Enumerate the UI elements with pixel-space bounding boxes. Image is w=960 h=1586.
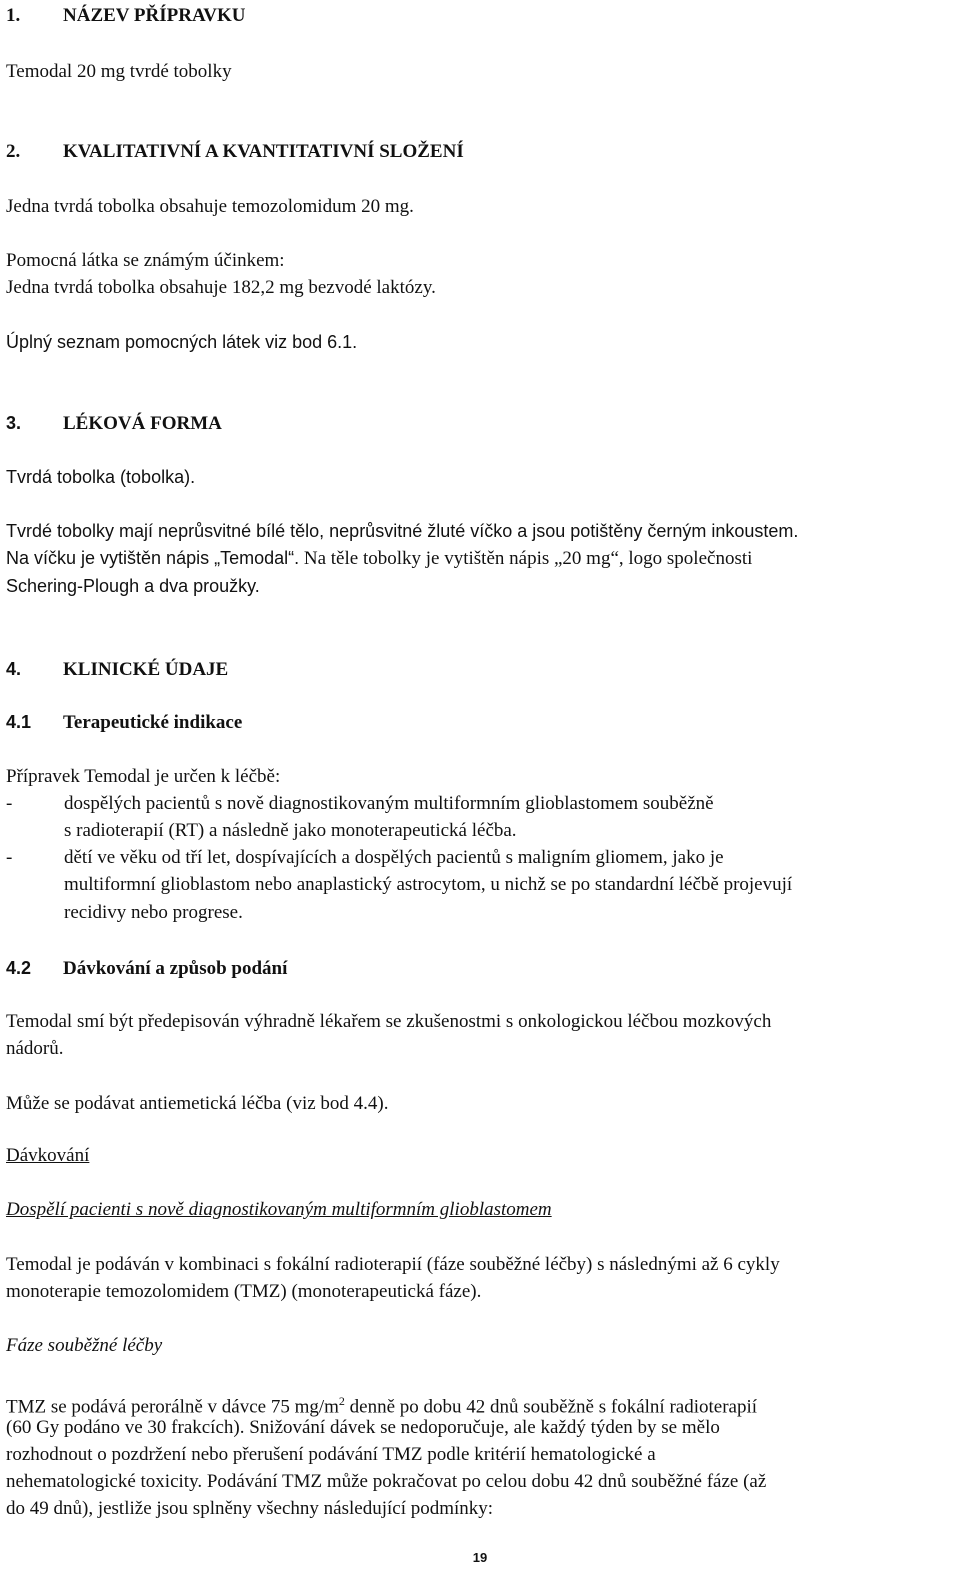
antiemetic-text: Může se podávat antiemetická léčba (viz bod 4.4). xyxy=(6,1093,389,1114)
bullet-dash: - xyxy=(6,793,13,814)
tmz-line1: TMZ se podává perorálně v dávce 75 $mg/m^2$ denně po dobu 42 dnů souběžně s fokální radioterapií xyxy=(6,1394,758,1418)
combo-line2: monoterapie temozolomidem (TMZ) (monoterapeutická fáze). xyxy=(6,1281,482,1302)
dosage-heading: Dávkování xyxy=(6,1145,90,1166)
form-desc-line1: Tvrdé tobolky mají neprůsvitné bílé tělo, neprůsvitné žluté víčko a jsou potištěny černým inkoustem. xyxy=(6,521,799,541)
prescribe-line1: Temodal smí být předepisován výhradně lékařem se zkušenostmi s onkologickou léčbou mozkových xyxy=(6,1011,772,1032)
section-4-2-heading: 4.2 Dávkování a způsob podání xyxy=(6,958,288,979)
list-item-line: s radioterapií (RT) a následně jako monoterapeutická léčba. xyxy=(64,820,517,841)
list-item-line: dětí ve věku od tří let, dospívajících a dospělých pacientů s maligním gliomem, jako je xyxy=(64,847,724,868)
tmz-line3: rozhodnout o pozdržení nebo přerušení podávání TMZ podle kritérií hematologické a xyxy=(6,1444,656,1465)
excipient-list: Úplný seznam pomocných látek viz bod 6.1. xyxy=(6,332,358,352)
form-desc-line3: Schering-Plough a dva proužky. xyxy=(6,576,260,596)
composition-text: Jedna tvrdá tobolka obsahuje temozolomidum 20 mg. xyxy=(6,196,414,217)
section-4-1-heading: 4.1 Terapeutické indikace xyxy=(6,712,243,733)
list-item-line: dospělých pacientů s nově diagnostikovaným multiformním glioblastomem souběžně xyxy=(64,793,714,814)
form-text: Tvrdá tobolka (tobolka). xyxy=(6,467,196,487)
prescribe-line2: nádorů. xyxy=(6,1038,64,1059)
tmz-line4: nehematologické toxicity. Podávání TMZ může pokračovat po celou dobu 42 dnů souběžné fáze (až xyxy=(6,1471,767,1492)
excipient-label: Pomocná látka se známým účinkem: xyxy=(6,250,285,271)
section-1-heading: 1. NÁZEV PŘÍPRAVKU xyxy=(6,5,246,26)
section-4-heading: 4. KLINICKÉ ÚDAJE xyxy=(6,659,229,680)
bullet-dash: - xyxy=(6,847,13,868)
section-2-heading: 2. KVALITATIVNÍ A KVANTITATIVNÍ SLOŽENÍ xyxy=(6,141,464,162)
product-name: Temodal 20 mg tvrdé tobolky xyxy=(6,61,232,82)
concurrent-phase-heading: Fáze souběžné léčby xyxy=(6,1335,163,1356)
indication-intro: Přípravek Temodal je určen k léčbě: xyxy=(6,766,281,787)
form-desc-line2: Na víčku je vytištěn nápis „Temodal“. Na těle tobolky je vytištěn nápis „20 mg“, logo společnosti xyxy=(6,548,753,569)
excipient-text: Jedna tvrdá tobolka obsahuje 182,2 mg bezvodé laktózy. xyxy=(6,277,436,298)
list-item-line: recidivy nebo progrese. xyxy=(64,902,243,923)
section-3-heading: 3. LÉKOVÁ FORMA xyxy=(6,413,222,434)
page-number: 19 xyxy=(472,1550,488,1565)
combo-line1: Temodal je podáván v kombinaci s fokální radioterapií (fáze souběžné léčby) s následnými až 6 cykly xyxy=(6,1254,780,1275)
list-item-line: multiformní glioblastom nebo anaplastický astrocytom, u nichž se po standardní léčbě projevují xyxy=(64,874,793,895)
tmz-line2: (60 Gy podáno ve 30 frakcích). Snižování dávek se nedoporučuje, ale každý týden by se mělo xyxy=(6,1417,720,1438)
tmz-line5: do 49 dnů), jestliže jsou splněny všechny následující podmínky: xyxy=(6,1498,494,1519)
adult-patients-heading: Dospělí pacienti s nově diagnostikovaným multiformním glioblastomem xyxy=(6,1199,552,1220)
